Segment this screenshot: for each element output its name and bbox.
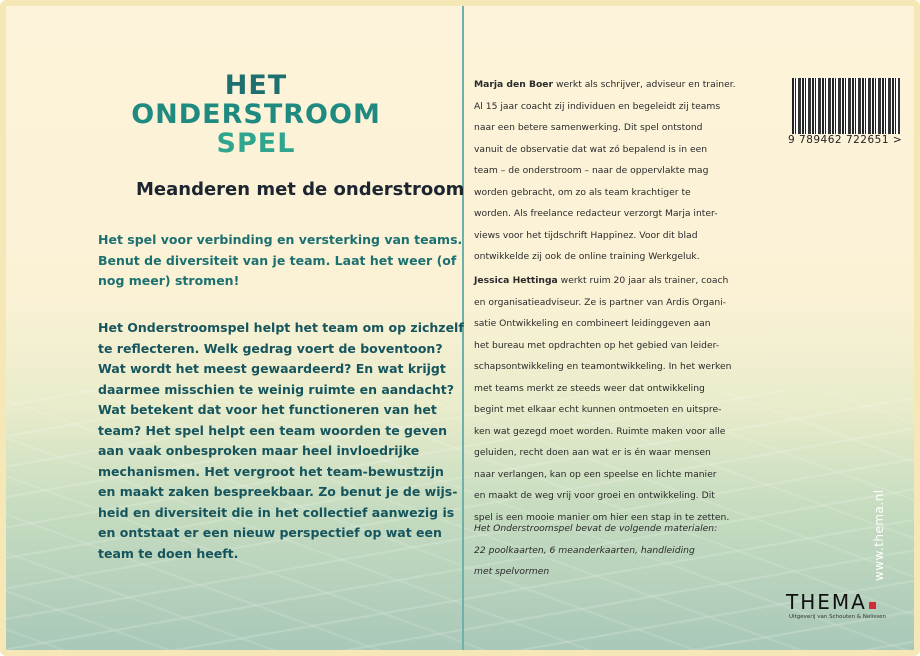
publisher-name: THEMA [786, 590, 867, 614]
bio-line: worden. Als freelance redacteur verzorgt Marja inter- [474, 208, 718, 219]
body-line: te reflecteren. Welk gedrag voert de boventoon? [98, 340, 443, 356]
contents-line: met spelvormen [474, 566, 550, 577]
lead-line: Het spel voor verbinding en versterking van teams. [98, 232, 463, 247]
publisher-url: www.thema.nl [872, 489, 886, 581]
bio-line: schapsontwikkeling en teamontwikkeling. In het werken [474, 361, 732, 372]
body-line: Wat wordt het meest gewaardeerd? En wat krijgt [98, 361, 446, 376]
body-line: Wat betekent dat voor het functioneren van het [98, 402, 437, 417]
title-line-1: HET [224, 70, 288, 101]
subtitle: Meanderen met de onderstroom [136, 179, 465, 200]
contents-note [474, 518, 717, 583]
bio-line: en maakt de weg vrij voor groei en ontwikkeling. Dit [474, 490, 715, 501]
bio-line: begint met elkaar echt kunnen ontmoeten en uitspre- [474, 404, 722, 415]
body-line: mechanismen. Het vergroot het team-bewustzijn [98, 463, 444, 479]
bio-line: naar een betere samenwerking. Dit spel ontstond [474, 122, 703, 133]
body-line: heid en diversiteit die in het collectief aanwezig is [98, 504, 455, 520]
description-paragraph [98, 318, 464, 564]
bio-line: naar verlangen, kan op een speelse en lichte manier [474, 468, 717, 480]
body-line: team te doen heeft. [98, 545, 239, 561]
lead-line: Benut de diversiteit van je team. Laat het weer (of [98, 252, 457, 268]
bio-line: met teams merkt ze steeds weer dat ontwikkeling [474, 382, 705, 394]
body-line: en maakt zaken bespreekbaar. Zo benut je de wijs- [98, 484, 458, 499]
bio-line: en organisatieadviseur. Ze is partner van Ardis Organi- [474, 296, 727, 308]
title-line-2: ONDERSTROOM [131, 99, 381, 130]
title-line-3: SPEL [216, 128, 296, 159]
bio-line: geluiden, recht doen aan wat er is én waar mensen [474, 447, 711, 458]
isbn-number: 9 789462 722651 > [788, 134, 903, 146]
lead-line: nog meer) stromen! [98, 273, 240, 288]
publisher-logo [786, 590, 876, 614]
barcode [792, 78, 900, 134]
bio-line: ontwikkelde zij ook de online training Werkgeluk. [474, 251, 700, 262]
bio-line: ken wat gezegd moet worden. Ruimte maken voor alle [474, 425, 726, 437]
bio-line: werkt als schrijver, adviseur en trainer. [553, 79, 736, 90]
lead-paragraph [98, 230, 462, 292]
author1-bio [474, 74, 736, 268]
body-line: aan vaak onbesproken maar heel invloedrijke [98, 443, 420, 458]
body-line: Het Onderstroomspel helpt het team om op zichzelf [98, 320, 464, 335]
contents-line: Het Onderstroomspel bevat de volgende materialen: [474, 523, 718, 534]
body-line: daarmee misschien te weinig ruimte en aandacht? [98, 381, 455, 397]
bio-line: views voor het tijdschrift Happinez. Voor dit blad [474, 229, 698, 241]
body-line: team? Het spel helpt een team woorden te geven [98, 422, 448, 438]
bio-line: het bureau met opdrachten op het gebied van leider- [474, 339, 720, 351]
bio-line: Al 15 jaar coacht zij individuen en begeleidt zij teams [474, 100, 721, 112]
author2-bio [474, 270, 731, 528]
bio-line: vanuit de observatie dat wat zó bepalend is in een [474, 143, 708, 155]
bio-line: werkt ruim 20 jaar als trainer, coach [557, 275, 729, 286]
publisher-tagline: Uitgeverij van Schouten & Nelissen [789, 614, 886, 620]
body-line: en ontstaat er een nieuw perspectief op wat een [98, 525, 442, 540]
bio-line: worden gebracht, om zo als team krachtiger te [474, 186, 691, 198]
bio-line: team – de onderstroom – naar de oppervlakte mag [474, 165, 709, 176]
logo-dot-icon [869, 602, 876, 609]
bio-line: satie Ontwikkeling en combineert leidinggeven aan [474, 318, 711, 329]
contents-line: 22 poolkaarten, 6 meanderkaarten, handleiding [474, 544, 695, 556]
bio-line: spel is een mooie manier om hier een stap in te zetten. [474, 511, 730, 523]
author2-name: Jessica Hettinga [474, 275, 558, 286]
author1-name: Marja den Boer [474, 79, 554, 90]
